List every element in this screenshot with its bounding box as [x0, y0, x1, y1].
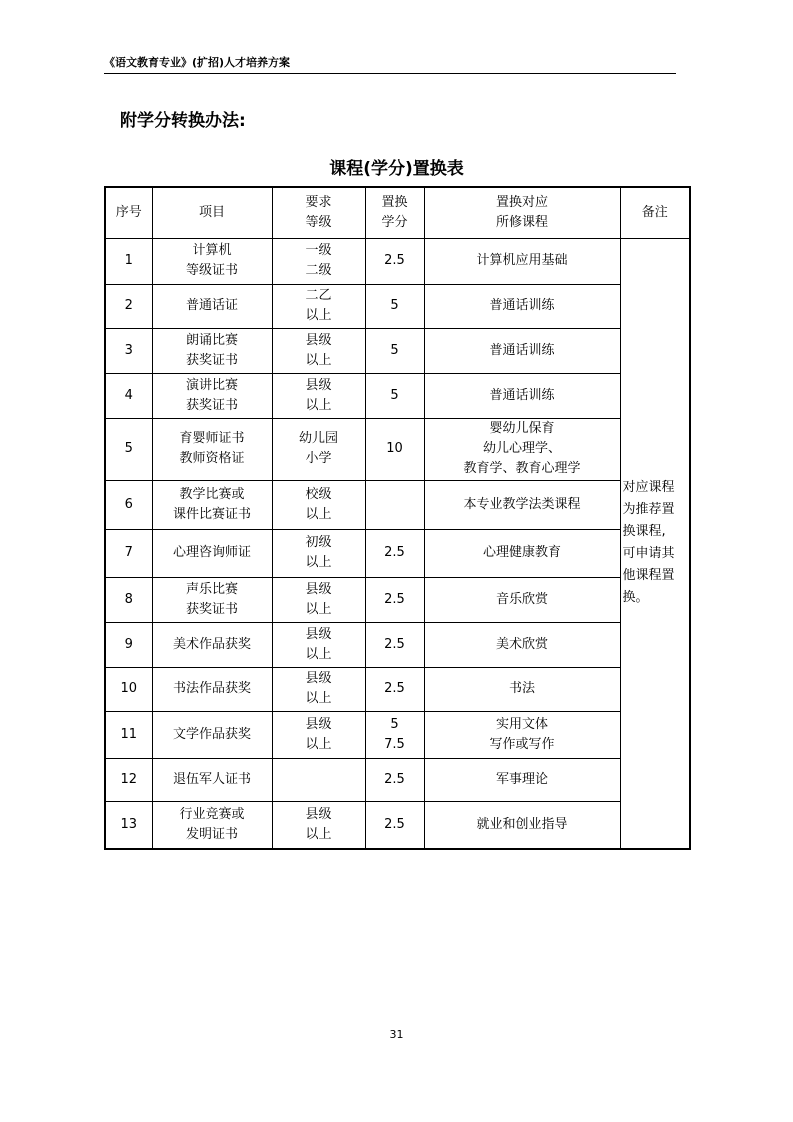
cell-credit: 5 — [365, 328, 424, 373]
cell-level: 一级 二级 — [272, 238, 365, 284]
document-header: 《语文教育专业》(扩招)人才培养方案 — [104, 56, 291, 69]
cell-item: 计算机 等级证书 — [152, 238, 272, 284]
cell-course: 普通话训练 — [424, 328, 620, 373]
cell-item: 育婴师证书 教师资格证 — [152, 418, 272, 480]
cell-no: 3 — [105, 328, 152, 373]
cell-no: 4 — [105, 373, 152, 418]
cell-course: 心理健康教育 — [424, 529, 620, 577]
cell-item: 退伍军人证书 — [152, 758, 272, 801]
header-level: 要求 等级 — [272, 187, 365, 238]
cell-level: 校级 以上 — [272, 480, 365, 529]
cell-course: 实用文体 写作或写作 — [424, 711, 620, 758]
cell-credit: 2.5 — [365, 758, 424, 801]
cell-level: 初级 以上 — [272, 529, 365, 577]
header-credit: 置换 学分 — [365, 187, 424, 238]
cell-credit: 2.5 — [365, 577, 424, 622]
cell-level: 县级 以上 — [272, 622, 365, 667]
cell-course: 音乐欣赏 — [424, 577, 620, 622]
table-row — [105, 622, 690, 667]
table-row — [105, 711, 690, 758]
cell-level: 县级 以上 — [272, 801, 365, 849]
cell-no: 8 — [105, 577, 152, 622]
cell-remark: 对应课程 为推荐置 换课程, 可申请其 他课程置 换。 — [620, 238, 690, 849]
cell-credit: 10 — [365, 418, 424, 480]
cell-no: 1 — [105, 238, 152, 284]
cell-level: 县级 以上 — [272, 711, 365, 758]
table-row — [105, 328, 690, 373]
cell-course: 书法 — [424, 667, 620, 711]
header-course: 置换对应 所修课程 — [424, 187, 620, 238]
cell-credit — [365, 480, 424, 529]
table-row — [105, 801, 690, 849]
table-row — [105, 373, 690, 418]
cell-item: 普通话证 — [152, 284, 272, 328]
table-row — [105, 284, 690, 328]
cell-item: 美术作品获奖 — [152, 622, 272, 667]
cell-course: 普通话训练 — [424, 284, 620, 328]
header-no: 序号 — [105, 187, 152, 238]
page-number: 31 — [389, 1028, 404, 1041]
cell-item: 教学比赛或 课件比赛证书 — [152, 480, 272, 529]
cell-level: 幼儿园 小学 — [272, 418, 365, 480]
table-row — [105, 418, 690, 480]
cell-course: 就业和创业指导 — [424, 801, 620, 849]
cell-level: 二乙 以上 — [272, 284, 365, 328]
table-row — [105, 758, 690, 801]
cell-no: 12 — [105, 758, 152, 801]
cell-no: 9 — [105, 622, 152, 667]
cell-course: 普通话训练 — [424, 373, 620, 418]
cell-no: 2 — [105, 284, 152, 328]
cell-item: 文学作品获奖 — [152, 711, 272, 758]
cell-level: 县级 以上 — [272, 328, 365, 373]
table-row — [105, 529, 690, 577]
cell-credit: 2.5 — [365, 667, 424, 711]
cell-credit: 5 7.5 — [365, 711, 424, 758]
cell-item: 朗诵比赛 获奖证书 — [152, 328, 272, 373]
cell-credit: 2.5 — [365, 238, 424, 284]
cell-course: 计算机应用基础 — [424, 238, 620, 284]
cell-level: 县级 以上 — [272, 667, 365, 711]
cell-item: 行业竞赛或 发明证书 — [152, 801, 272, 849]
header-item: 项目 — [152, 187, 272, 238]
cell-no: 6 — [105, 480, 152, 529]
cell-no: 10 — [105, 667, 152, 711]
cell-level — [272, 758, 365, 801]
table-header-row — [105, 187, 690, 238]
table-row — [105, 238, 690, 284]
cell-item: 演讲比赛 获奖证书 — [152, 373, 272, 418]
table-row — [105, 577, 690, 622]
cell-no: 7 — [105, 529, 152, 577]
header-rule — [104, 73, 676, 74]
header-remark: 备注 — [620, 187, 690, 238]
cell-level: 县级 以上 — [272, 577, 365, 622]
cell-course: 本专业教学法类课程 — [424, 480, 620, 529]
cell-item: 书法作品获奖 — [152, 667, 272, 711]
cell-no: 5 — [105, 418, 152, 480]
cell-credit: 5 — [365, 373, 424, 418]
table-row — [105, 667, 690, 711]
cell-credit: 5 — [365, 284, 424, 328]
cell-credit: 2.5 — [365, 801, 424, 849]
table-title: 课程(学分)置换表 — [329, 159, 464, 179]
cell-credit: 2.5 — [365, 529, 424, 577]
credit-replacement-table — [104, 186, 691, 850]
section-title: 附学分转换办法: — [120, 111, 246, 131]
cell-course: 军事理论 — [424, 758, 620, 801]
table-row — [105, 480, 690, 529]
cell-level: 县级 以上 — [272, 373, 365, 418]
cell-no: 13 — [105, 801, 152, 849]
cell-course: 婴幼儿保育 幼儿心理学、 教育学、教育心理学 — [424, 418, 620, 480]
cell-course: 美术欣赏 — [424, 622, 620, 667]
cell-credit: 2.5 — [365, 622, 424, 667]
cell-no: 11 — [105, 711, 152, 758]
table-body — [105, 238, 690, 849]
cell-item: 声乐比赛 获奖证书 — [152, 577, 272, 622]
cell-item: 心理咨询师证 — [152, 529, 272, 577]
